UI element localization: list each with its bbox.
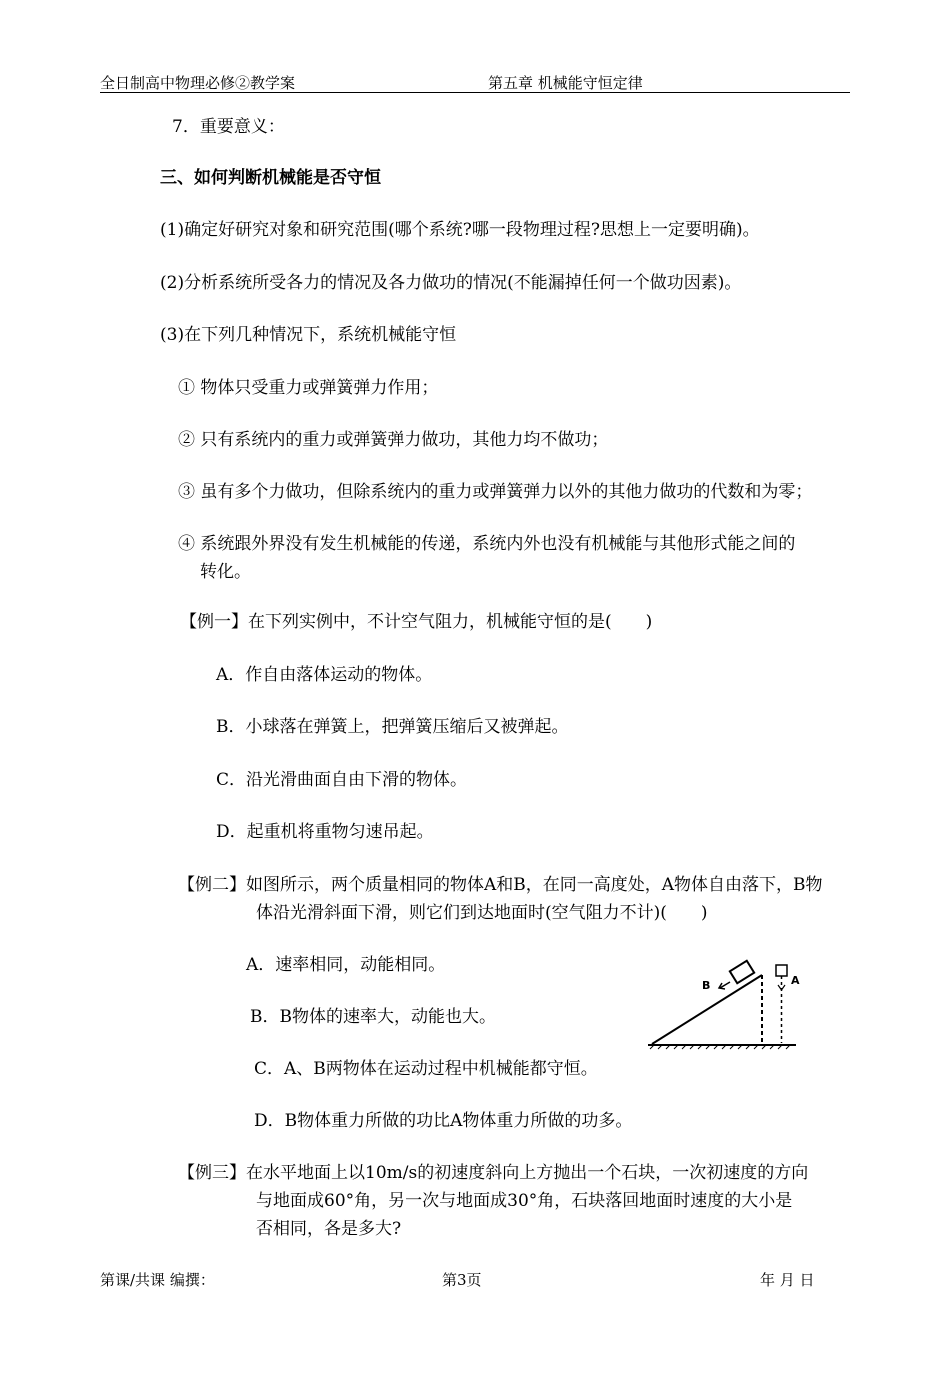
section-7-heading: 7．重要意义： xyxy=(172,117,285,137)
example-2-option-c: C．A、B两物体在运动过程中机械能都守恒。 xyxy=(254,1059,598,1079)
step-3: (3)在下列几种情况下，系统机械能守恒 xyxy=(160,325,457,345)
example-2-option-d: D．B物体重力所做的功比A物体重力所做的功多。 xyxy=(254,1111,633,1131)
step-1: (1)确定好研究对象和研究范围(哪个系统?哪一段物理过程?思想上一定要明确)。 xyxy=(160,220,760,240)
footer-page-number: 第3页 xyxy=(442,1271,482,1289)
example-1-option-a: A．作自由落体运动的物体。 xyxy=(216,665,433,685)
label-a: A xyxy=(791,974,800,987)
block-b xyxy=(730,961,754,983)
example-2-stem-line-1: 【例二】如图所示，两个质量相同的物体A和B，在同一高度处，A物体自由落下，B物 xyxy=(178,875,823,895)
example-1-option-d: D．起重机将重物匀速吊起。 xyxy=(216,822,434,842)
example-3-line-3: 否相同，各是多大? xyxy=(256,1219,402,1239)
step-2: (2)分析系统所受各力的情况及各力做功的情况(不能漏掉任何一个做功因素)。 xyxy=(160,273,742,293)
footer-date: 年 月 日 xyxy=(760,1271,815,1289)
header-right: 第五章 机械能守恒定律 xyxy=(488,74,643,92)
example-1-stem: 【例一】在下列实例中，不计空气阻力，机械能守恒的是( ) xyxy=(180,612,653,632)
condition-1: ① 物体只受重力或弹簧弹力作用； xyxy=(178,378,439,398)
example-3-line-2: 与地面成60°角，另一次与地面成30°角，石块落回地面时速度的大小是 xyxy=(256,1191,793,1211)
example-3-line-1: 【例三】在水平地面上以10m/s的初速度斜向上方抛出一个石块，一次初速度的方向 xyxy=(178,1163,809,1183)
header-left: 全日制高中物理必修②教学案 xyxy=(100,74,296,92)
condition-4-continued: 转化。 xyxy=(200,562,251,582)
label-b: B xyxy=(702,979,711,992)
condition-3: ③ 虽有多个力做功，但除系统内的重力或弹簧弹力以外的其他力做功的代数和为零； xyxy=(178,482,813,502)
footer-left: 第课/共课 编撰： xyxy=(100,1271,215,1289)
example-2-stem-line-2: 体沿光滑斜面下滑，则它们到达地面时(空气阻力不计)( ) xyxy=(256,903,708,923)
example-1-option-c: C．沿光滑曲面自由下滑的物体。 xyxy=(216,770,468,790)
section-3-title: 三、如何判断机械能是否守恒 xyxy=(160,168,381,188)
condition-4: ④ 系统跟外界没有发生机械能的传递，系统内外也没有机械能与其他形式能之间的 xyxy=(178,534,796,554)
header-rule xyxy=(100,92,850,93)
example-2-option-b: B．B物体的速率大，动能也大。 xyxy=(250,1007,496,1027)
example-2-option-a: A．速率相同，动能相同。 xyxy=(246,955,446,975)
incline-figure xyxy=(640,955,800,1055)
block-a xyxy=(776,965,787,976)
condition-2: ② 只有系统内的重力或弹簧弹力做功，其他力均不做功； xyxy=(178,430,609,450)
example-1-option-b: B．小球落在弹簧上，把弹簧压缩后又被弹起。 xyxy=(216,717,569,737)
